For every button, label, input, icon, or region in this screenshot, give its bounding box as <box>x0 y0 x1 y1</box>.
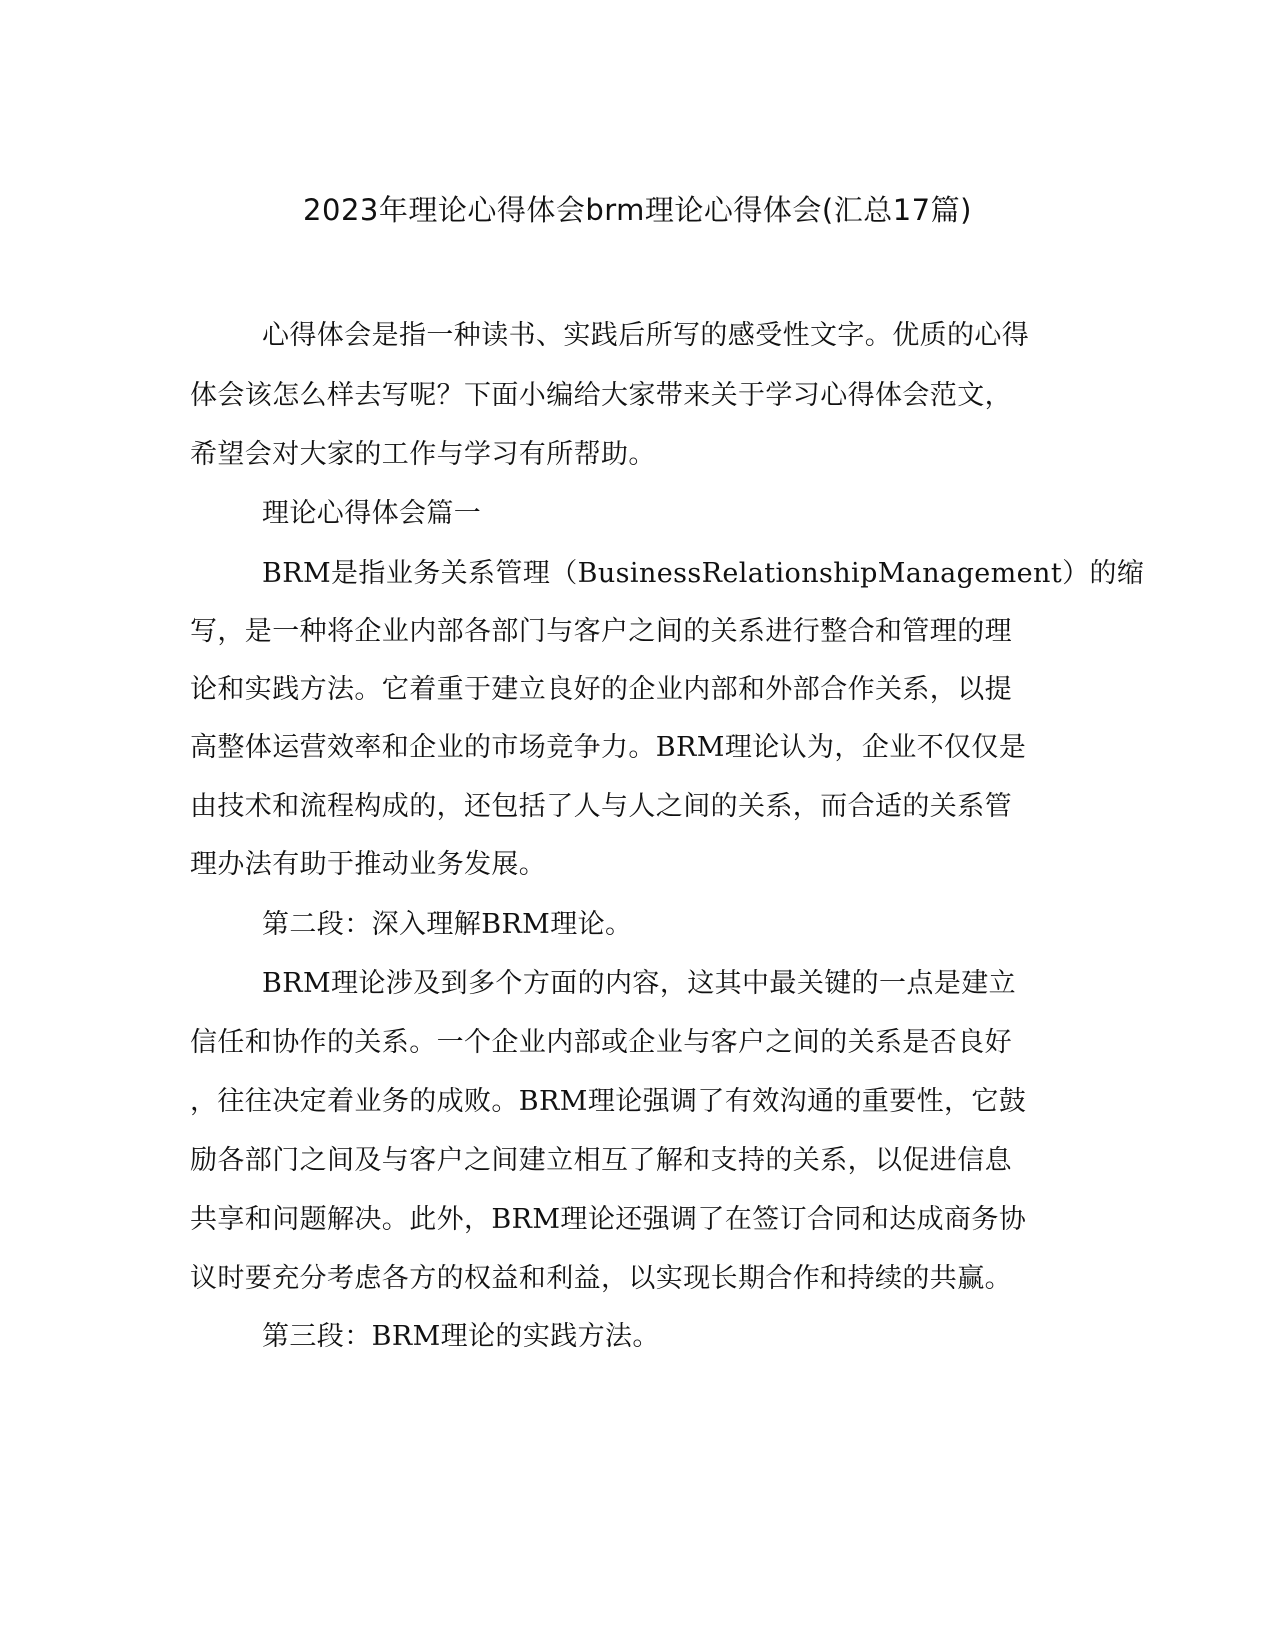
paragraph-line: ，往往决定着业务的成败。BRM理论强调了有效沟通的重要性，它鼓 <box>190 1086 1027 1117</box>
section-heading: 理论心得体会篇一 <box>262 498 482 529</box>
paragraph-line: 由技术和流程构成的，还包括了人与人之间的关系，而合适的关系管 <box>190 791 1012 822</box>
paragraph-line: 写，是一种将企业内部各部门与客户之间的关系进行整合和管理的理 <box>190 616 1012 647</box>
paragraph-line: 希望会对大家的工作与学习有所帮助。 <box>190 439 656 470</box>
paragraph-line: 体会该怎么样去写呢？下面小编给大家带来关于学习心得体会范文， <box>190 380 1012 411</box>
section-heading: 第三段：BRM理论的实践方法。 <box>262 1321 660 1352</box>
paragraph-line: 议时要充分考虑各方的权益和利益，以实现长期合作和持续的共赢。 <box>190 1263 1012 1294</box>
paragraph-line: 理办法有助于推动业务发展。 <box>190 849 547 880</box>
paragraph-line: 心得体会是指一种读书、实践后所写的感受性文字。优质的心得 <box>262 320 1030 351</box>
paragraph-line: 信任和协作的关系。一个企业内部或企业与客户之间的关系是否良好 <box>190 1027 1012 1058</box>
paragraph-line: 高整体运营效率和企业的市场竞争力。BRM理论认为，企业不仅仅是 <box>190 732 1027 763</box>
paragraph-line: 共享和问题解决。此外，BRM理论还强调了在签订合同和达成商务协 <box>190 1204 1027 1235</box>
paragraph-line: 励各部门之间及与客户之间建立相互了解和支持的关系，以促进信息 <box>190 1145 1012 1176</box>
paragraph-line: 论和实践方法。它着重于建立良好的企业内部和外部合作关系，以提 <box>190 674 1012 705</box>
paragraph-line: BRM理论涉及到多个方面的内容，这其中最关键的一点是建立 <box>262 968 1017 999</box>
document-title: 2023年理论心得体会brm理论心得体会(汇总17篇) <box>303 193 972 227</box>
section-heading: 第二段：深入理解BRM理论。 <box>262 909 633 940</box>
paragraph-line: BRM是指业务关系管理（BusinessRelationshipManagement）的缩 <box>262 558 1145 589</box>
